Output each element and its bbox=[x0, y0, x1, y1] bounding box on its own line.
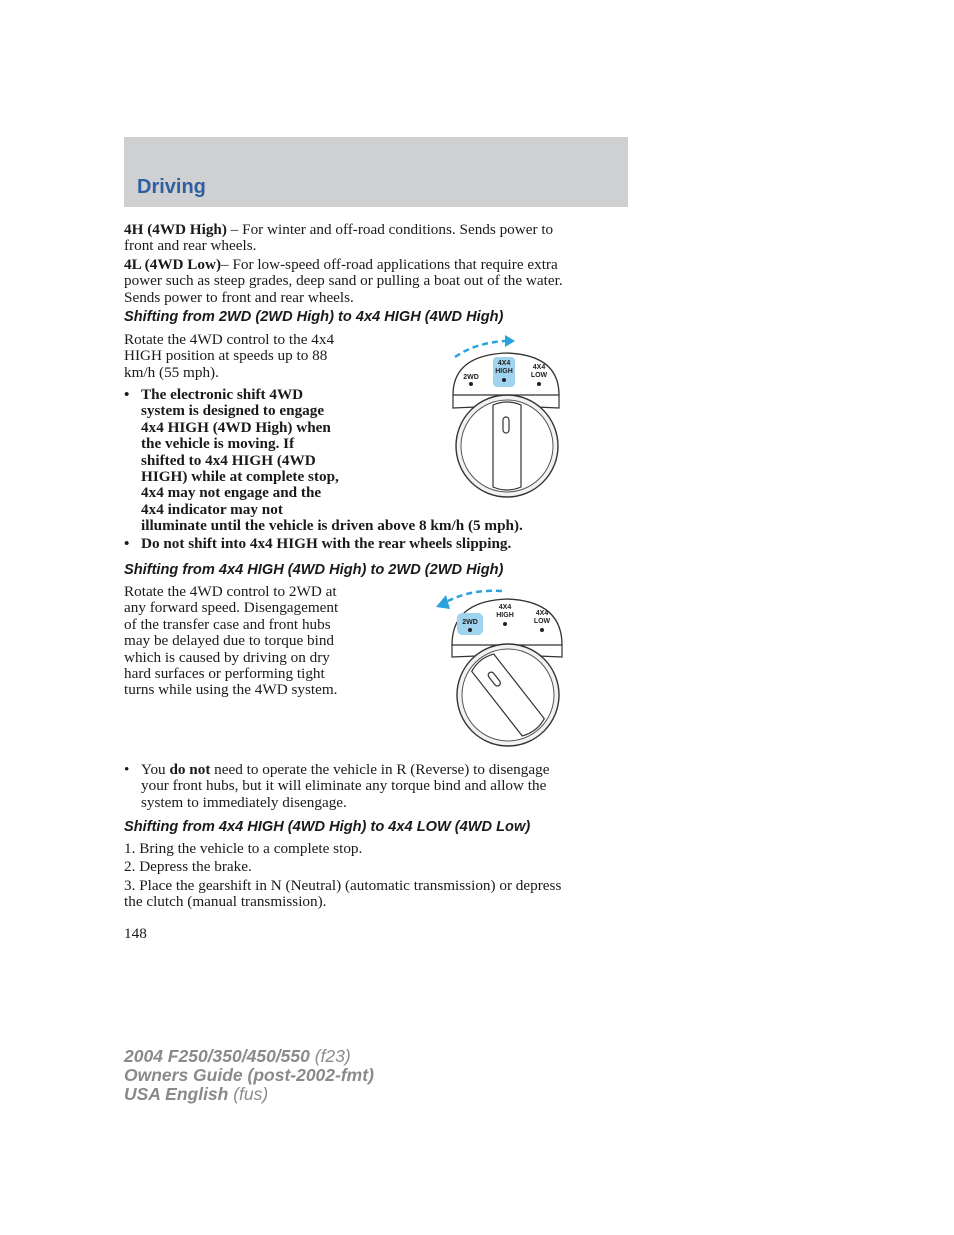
term-4h: 4H (4WD High) bbox=[124, 221, 227, 238]
section1-bullet-2: • Do not shift into 4x4 HIGH with the rear wheels slipping. bbox=[124, 535, 512, 552]
position-dot-4x4-high bbox=[502, 378, 506, 382]
knob-grip bbox=[493, 402, 521, 490]
label-4x4-low-bottom: LOW bbox=[530, 372, 548, 379]
knob-diagram-2wd-to-4x4-high bbox=[445, 333, 570, 503]
position-dot-4x4-low bbox=[540, 628, 544, 632]
label-4x4-high-bottom: HIGH bbox=[496, 612, 514, 619]
label-4x4-low-top: 4X4 bbox=[535, 610, 549, 617]
section3-step-3: 3. Place the gearshift in N (Neutral) (automatic transmission) or depress the clutch (manual transmission). bbox=[124, 877, 562, 911]
term-4l: 4L (4WD Low) bbox=[124, 256, 222, 273]
label-4x4-high-top: 4X4 bbox=[497, 360, 511, 367]
section2-body: Rotate the 4WD control to 2WD at any forward speed. Disengagement of the transfer case and front hubs may be delayed due to torque bind which is caused by driving on dry hard surfaces or performing tight turns while using the 4WD system. bbox=[124, 583, 339, 699]
label-2wd: 2WD bbox=[462, 619, 478, 626]
rotation-arrow-counterclockwise bbox=[448, 591, 502, 601]
document-footer: 2004 F250/350/450/550 (f23) Owners Guide (post-2002-fmt) USA English (fus) bbox=[124, 1046, 374, 1104]
intro-paragraph-4l: 4L (4WD Low)– For low-speed off-road applications that require extra power such as steep grades, deep sand or pulling a boat out of the water. Sends power to front and rear wheels. bbox=[124, 256, 563, 306]
section1-heading: Shifting from 2WD (2WD High) to 4x4 HIGH (4WD High) bbox=[124, 309, 504, 325]
label-4x4-low-top: 4X4 bbox=[532, 364, 546, 371]
knob-diagram-4x4-high-to-2wd bbox=[432, 585, 572, 750]
arrow-head-icon bbox=[436, 595, 450, 609]
section1-bullet-1: • The electronic shift 4WD system is designed to engage 4x4 HIGH (4WD High) when the vehicle is moving. If shifted to 4x4 HIGH (4WD HIGH) while at complete stop, 4x4 may not engage and the 4x4 indicator may not illuminate until the vehicle is driven above 8 km/h (5 mph). bbox=[124, 386, 523, 535]
position-dot-2wd bbox=[468, 628, 472, 632]
section2-heading: Shifting from 4x4 HIGH (4WD High) to 2WD (2WD High) bbox=[124, 562, 504, 578]
label-4x4-low-bottom: LOW bbox=[533, 618, 551, 625]
section1-body: Rotate the 4WD control to the 4x4 HIGH position at speeds up to 88 km/h (55 mph). bbox=[124, 331, 335, 381]
page-number: 148 bbox=[124, 925, 147, 942]
section3-step-1: 1. Bring the vehicle to a complete stop. bbox=[124, 840, 363, 857]
intro-paragraph-4h: 4H (4WD High) – For winter and off-road conditions. Sends power to front and rear wheels. bbox=[124, 221, 554, 255]
section2-bullet: • You do not need to operate the vehicle in R (Reverse) to disengage your front hubs, but it will eliminate any torque bind and allow the system to immediately disengage. bbox=[124, 761, 550, 811]
position-dot-4x4-low bbox=[537, 382, 541, 386]
section3-heading: Shifting from 4x4 HIGH (4WD High) to 4x4 LOW (4WD Low) bbox=[124, 819, 531, 835]
label-2wd: 2WD bbox=[463, 374, 479, 381]
position-dot-4x4-high bbox=[503, 622, 507, 626]
section3-step-2: 2. Depress the brake. bbox=[124, 858, 252, 875]
label-4x4-high-top: 4X4 bbox=[498, 604, 512, 611]
position-dot-2wd bbox=[469, 382, 473, 386]
label-4x4-high-bottom: HIGH bbox=[495, 368, 513, 375]
page-title: Driving bbox=[137, 176, 206, 198]
arrow-head-icon bbox=[505, 335, 515, 347]
